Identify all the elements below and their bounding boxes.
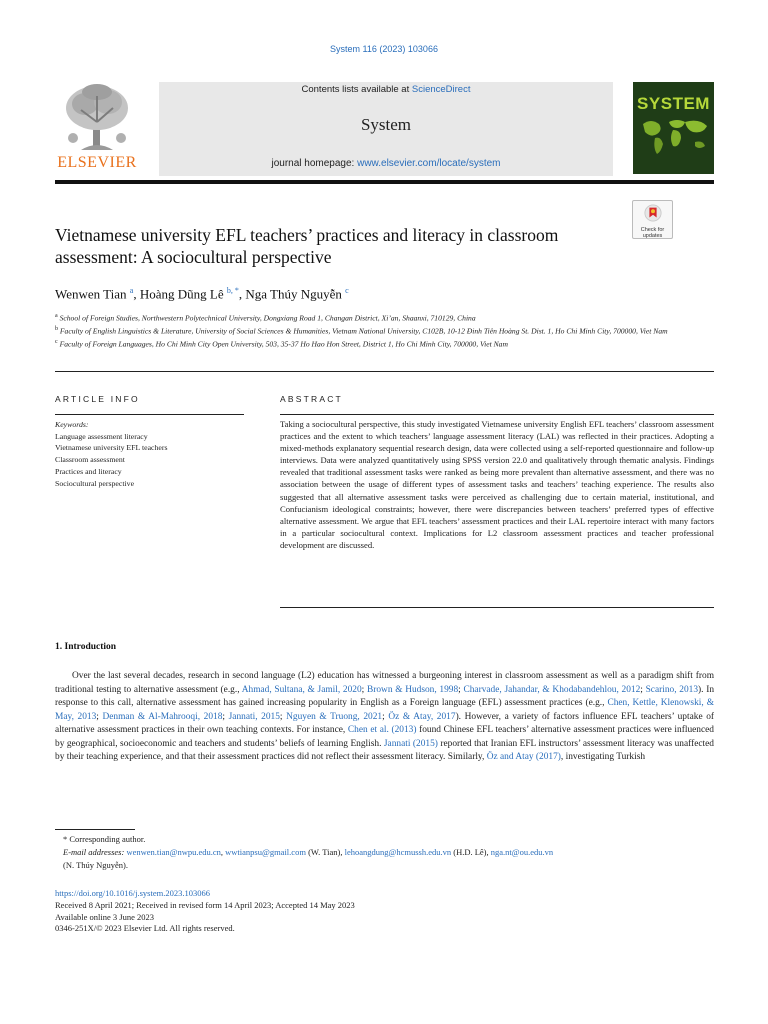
citation-link[interactable]: Brown & Hudson, 1998 bbox=[366, 684, 459, 695]
email-link[interactable]: wenwen.tian@nwpu.edu.cn bbox=[126, 847, 221, 857]
email-label: E-mail addresses: bbox=[63, 847, 125, 857]
keyword: Classroom assessment bbox=[55, 455, 125, 465]
introduction-paragraph bbox=[55, 670, 714, 765]
affiliation-text: School of Foreign Studies, Northwestern Polytechnical University, Dongxiang Road 1, Changan District, Xi’an, Shaanxi, 710129, China bbox=[59, 313, 476, 323]
author-name[interactable]: Wenwen Tian bbox=[55, 286, 127, 302]
affiliations bbox=[55, 311, 714, 350]
author-affiliation-mark[interactable]: a bbox=[129, 286, 134, 295]
elsevier-wordmark: ELSEVIER bbox=[57, 154, 137, 171]
article-dates: Received 8 April 2021; Received in revised form 14 April 2023; Accepted 14 May 2023 bbox=[55, 899, 355, 910]
keyword: Vietnamese university EFL teachers bbox=[55, 443, 168, 453]
email-separator: , bbox=[220, 847, 226, 857]
intro-text: ; bbox=[458, 684, 464, 695]
email-link[interactable]: wwtianpsu@gmail.com bbox=[225, 847, 306, 857]
doi-link[interactable]: https://doi.org/10.1016/j.system.2023.103066 bbox=[55, 888, 210, 898]
abstract-heading: ABSTRACT bbox=[280, 394, 343, 404]
email-addresses bbox=[55, 846, 714, 872]
intro-text: , investigating Turkish bbox=[560, 752, 646, 762]
citation-link[interactable]: Jannati, 2015 bbox=[228, 711, 280, 722]
intro-text: ; bbox=[279, 711, 287, 722]
email-owner: (W. Tian), bbox=[305, 847, 345, 857]
citation-link[interactable]: Öz & Atay, 2017 bbox=[388, 711, 456, 722]
section-rule bbox=[55, 371, 714, 372]
section-heading-introduction: 1. Introduction bbox=[55, 642, 117, 652]
email-link[interactable]: nga.nt@ou.edu.vn bbox=[490, 847, 554, 857]
affiliation-text: Faculty of Foreign Languages, Ho Chi Minh City Open University, 503, 35-37 Ho Hao Hon Street, District 1, Ho Chi Minh City, 700000, Viet Nam bbox=[59, 339, 508, 349]
intro-text: ; bbox=[361, 684, 367, 695]
journal-name: System bbox=[360, 115, 412, 134]
available-online-date: Available online 3 June 2023 bbox=[55, 911, 154, 922]
intro-text: ; bbox=[222, 711, 229, 722]
elsevier-tree-icon bbox=[61, 82, 133, 152]
intro-text: ; bbox=[96, 711, 103, 722]
citation-link[interactable]: Scarino, 2013 bbox=[645, 684, 699, 695]
affiliation-mark: a bbox=[55, 313, 58, 319]
keyword: Sociocultural perspective bbox=[55, 478, 135, 488]
elsevier-logo[interactable] bbox=[55, 82, 139, 176]
author-name[interactable]: Nga Thúy Nguyễn bbox=[245, 286, 342, 302]
intro-text: found Chinese EFL teachers’ alternative assessment practices were influenced by geographical, socioeconomic and teachers and students’ beliefs of learning English. bbox=[55, 725, 714, 749]
intro-text: ). However, a variety of factors influence EFL teachers’ uptake of alternative assessment practices in their own teaching contexts. For instance, bbox=[55, 711, 715, 735]
author-affiliation-mark[interactable]: c bbox=[345, 286, 349, 295]
author-separator: , bbox=[133, 286, 140, 302]
journal-band bbox=[159, 82, 613, 176]
citation-link[interactable]: Öz and Atay (2017) bbox=[486, 752, 561, 762]
journal-header bbox=[55, 82, 714, 178]
article-title: Vietnamese university EFL teachers’ practices and literacy in classroom assessment: A sociocultural perspective bbox=[55, 225, 559, 267]
citation-link[interactable]: Jannati (2015) bbox=[383, 738, 438, 749]
author-separator: , bbox=[238, 286, 246, 302]
sciencedirect-link[interactable]: ScienceDirect bbox=[411, 84, 471, 95]
world-map-icon bbox=[637, 116, 710, 156]
abstract-rule-bottom bbox=[280, 607, 714, 608]
check-updates-line1: Check for bbox=[640, 227, 665, 233]
citation-link[interactable]: Chen et al. (2013) bbox=[347, 725, 417, 735]
cover-title: SYSTEM bbox=[637, 94, 710, 113]
intro-text: ). In response to this call, alternative assessment has gained increasing popularity in English as a Foreign language (EFL) assessment practices (e.g., bbox=[55, 684, 715, 708]
intro-text: ; bbox=[640, 684, 646, 695]
journal-cover-thumbnail[interactable] bbox=[633, 82, 714, 174]
journal-homepage-link[interactable]: www.elsevier.com/locate/system bbox=[357, 158, 501, 169]
affiliation-text: Faculty of English Linguistics & Literature, University of Social Sciences & Humanities, Vietnam National University, C102B, 10-12 Đinh Tiên Hoàng St. Dist. 1, Ho Chi Minh City, 700000, Viet Nam bbox=[59, 326, 668, 336]
keywords-block bbox=[55, 419, 255, 489]
email-owner: (H.D. Lê), bbox=[451, 847, 491, 857]
keywords-heading: Keywords: bbox=[55, 420, 89, 429]
citation-link[interactable]: Denman & Al-Mahrooqi, 2018 bbox=[102, 711, 223, 722]
affiliation-mark: b bbox=[55, 326, 58, 333]
author-affiliation-mark[interactable]: b, * bbox=[226, 286, 239, 295]
citation-link[interactable]: Chen, Kettle, Klenowski, & May, 2013 bbox=[55, 698, 714, 722]
author-name[interactable]: Hoàng Dũng Lê bbox=[139, 286, 224, 302]
corresponding-author-note: * Corresponding author. bbox=[63, 834, 146, 844]
author-list bbox=[55, 286, 655, 302]
intro-text: Over the last several decades, research in second language (L2) education has witnessed a burgeoning interest in classroom assessment as well as a paradigm shift from traditional testing to alternative assessment (e.g., bbox=[55, 671, 714, 695]
abstract-rule-top bbox=[280, 414, 714, 415]
footnote-rule bbox=[55, 829, 135, 830]
check-updates-label bbox=[633, 227, 672, 239]
check-updates-line2: updates bbox=[642, 233, 663, 239]
citation-link[interactable]: Ahmad, Sultana, & Jamil, 2020 bbox=[241, 684, 362, 695]
check-for-updates-badge[interactable] bbox=[632, 200, 673, 239]
email-link[interactable]: lehoangdung@hcmussh.edu.vn bbox=[344, 847, 452, 857]
check-updates-icon bbox=[644, 204, 662, 222]
abstract-text: Taking a sociocultural perspective, this study investigated Vietnamese university English EFL teachers’ classroom assessment practices and the extent to which teachers’ language assessment literacy (LAL) was reflected in their practices. Adopting a mixed-methods explanatory sequential research design, data were collected using a self-reported questionnaire and follow-up interviews. Data were analyzed quantitatively using SPSS version 22.0 and qualitatively through thematic analysis. Findings revealed that traditional assessment tasks were ranked as being more prevalent than alternative assessment, and there was no association between the usage of different types of assessment tasks and teachers’ teaching experience. The results also suggested that all alternative assessment tasks were perceived as challenging due to certain material, institutional, and Confucianism ideological constraints; however, there were discrepancies between teachers’ preferred types of effective alternative assessment. We argue that EFL teachers’ assessment practices and their LAL repertoire interact with many factors in a particular sociocultural context. Implications for L2 classroom assessment practices and teacher professional development are discussed. bbox=[280, 419, 714, 550]
keyword: Practices and literacy bbox=[55, 466, 122, 476]
journal-citation[interactable]: System 116 (2023) 103066 bbox=[330, 44, 438, 54]
header-rule bbox=[55, 180, 714, 184]
homepage-prefix: journal homepage: bbox=[271, 158, 358, 169]
intro-text: ; bbox=[382, 711, 389, 722]
contents-line bbox=[159, 84, 613, 95]
publication-info bbox=[55, 888, 714, 935]
citation-link[interactable]: Nguyen & Truong, 2021 bbox=[286, 711, 383, 722]
footnotes bbox=[55, 833, 714, 872]
article-info-heading: ARTICLE INFO bbox=[55, 394, 140, 404]
affiliation bbox=[55, 324, 714, 337]
affiliation-mark: c bbox=[55, 339, 58, 346]
citation-link[interactable]: Charvade, Jahandar, & Khodabandehlou, 2012 bbox=[463, 684, 641, 695]
homepage-line bbox=[159, 158, 613, 169]
contents-prefix: Contents lists available at bbox=[301, 84, 412, 95]
affiliation bbox=[55, 337, 714, 350]
keyword: Language assessment literacy bbox=[55, 431, 148, 441]
affiliation bbox=[55, 311, 714, 324]
keywords-rule bbox=[55, 414, 244, 415]
email-owner: (N. Thúy Nguyễn). bbox=[63, 860, 128, 870]
copyright-line: 0346-251X/© 2023 Elsevier Ltd. All rights reserved. bbox=[55, 923, 235, 934]
intro-text: reported that Iranian EFL instructors’ assessment literacy was unaffected by their teaching experience, and that their assessment practices did not reflect their assessment literacy. Similarly, bbox=[55, 738, 714, 762]
